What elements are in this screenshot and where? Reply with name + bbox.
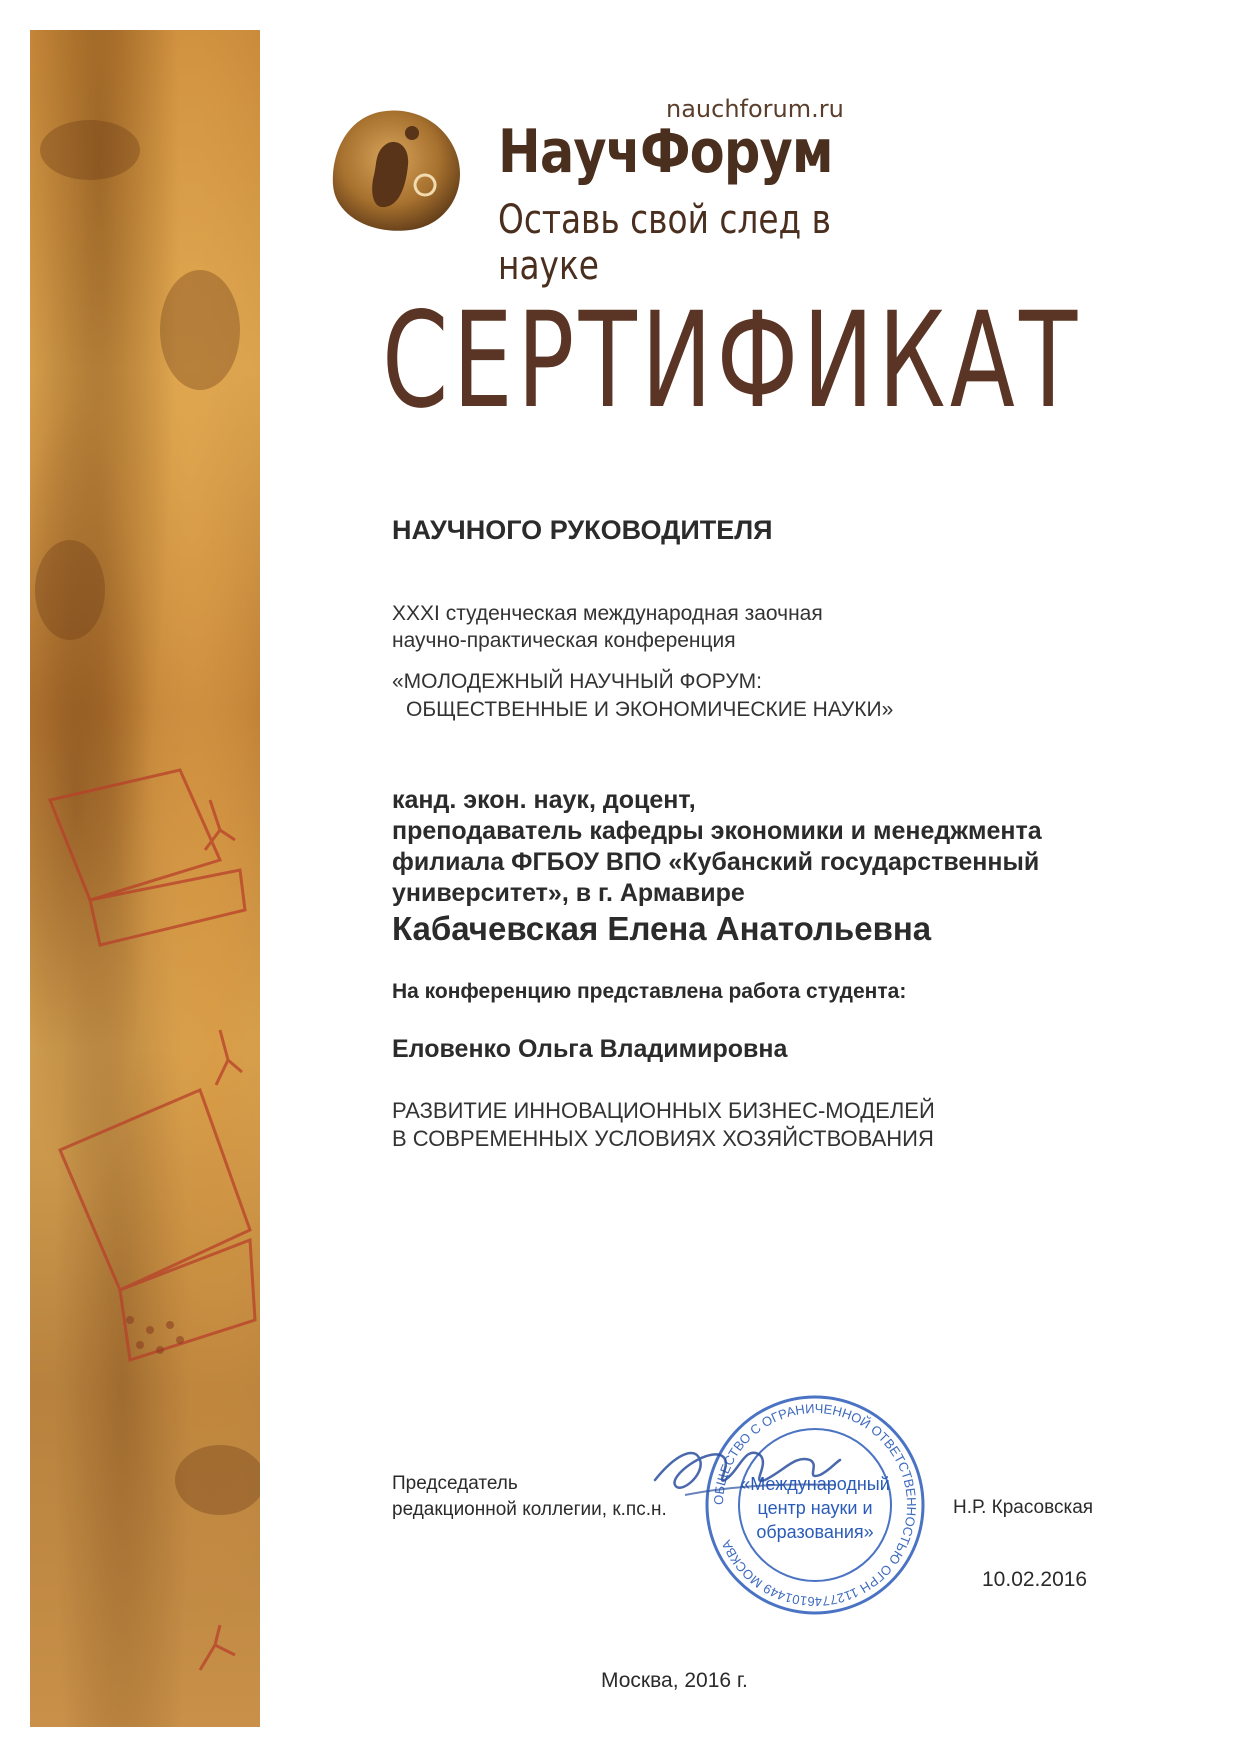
stamp-center-line: центр науки и <box>757 1498 873 1518</box>
rock-art-illustration <box>30 30 260 1727</box>
logo-url: nauchforum.ru <box>666 95 844 123</box>
issue-city: Москва, 2016 г. <box>601 1669 748 1692</box>
conference-name <box>392 668 1172 724</box>
handwritten-signature <box>645 1425 845 1510</box>
logo <box>330 95 990 289</box>
chair-title <box>392 1471 667 1523</box>
position-line: канд. экон. наук, доцент, <box>392 786 696 814</box>
chair-line: редакционной коллегии, к.пс.н. <box>392 1499 667 1520</box>
certificate-title: СЕРТИФИКАТ <box>382 284 1082 438</box>
stamp-center-line: «Международный <box>740 1474 890 1494</box>
decorative-side-strip <box>30 30 260 1727</box>
student-name: Еловенко Ольга Владимировна <box>392 1035 788 1063</box>
work-title <box>392 1097 1172 1153</box>
supervisor-name: Кабачевская Елена Анатольевна <box>392 910 932 947</box>
conference-name-line: «МОЛОДЕЖНЫЙ НАУЧНЫЙ ФОРУМ: <box>392 670 763 693</box>
stamp-ring-text: ОБЩЕСТВО С ОГРАНИЧЕННОЙ ОТВЕТСТВЕННОСТЬЮ ОГРН 1127746101449 МОСКВА <box>710 1400 920 1610</box>
logo-brand-name: НаучФорум <box>498 117 833 187</box>
position-line: университет», в г. Армавире <box>392 879 745 907</box>
work-title-line: РАЗВИТИЕ ИННОВАЦИОННЫХ БИЗНЕС-МОДЕЛЕЙ <box>392 1098 935 1123</box>
position-line: преподаватель кафедры экономики и менеджмента <box>392 817 1042 845</box>
conference-line: XXXI студенческая международная заочная <box>392 602 823 625</box>
supervisor-position <box>392 785 1172 909</box>
work-intro: На конференцию представлена работа студента: <box>392 980 907 1003</box>
signer-name: Н.Р. Красовская <box>953 1497 1094 1518</box>
issue-date: 10.02.2016 <box>982 1568 1088 1591</box>
conference-line: научно-практическая конференция <box>392 629 736 652</box>
stamp-center-line: образования» <box>756 1522 874 1542</box>
footprint-stone-icon <box>330 105 470 235</box>
work-title-line: В СОВРЕМЕННЫХ УСЛОВИЯХ ХОЗЯЙСТВОВАНИЯ <box>392 1126 934 1151</box>
chair-line: Председатель <box>392 1473 518 1494</box>
position-line: филиала ФГБОУ ВПО «Кубанский государственный <box>392 848 1040 876</box>
conference-description <box>392 600 1172 654</box>
certificate-subtitle: НАУЧНОГО РУКОВОДИТЕЛЯ <box>392 515 773 545</box>
conference-name-line: ОБЩЕСТВЕННЫЕ И ЭКОНОМИЧЕСКИЕ НАУКИ» <box>406 698 894 721</box>
logo-slogan: Оставь свой след в науке <box>498 197 831 289</box>
